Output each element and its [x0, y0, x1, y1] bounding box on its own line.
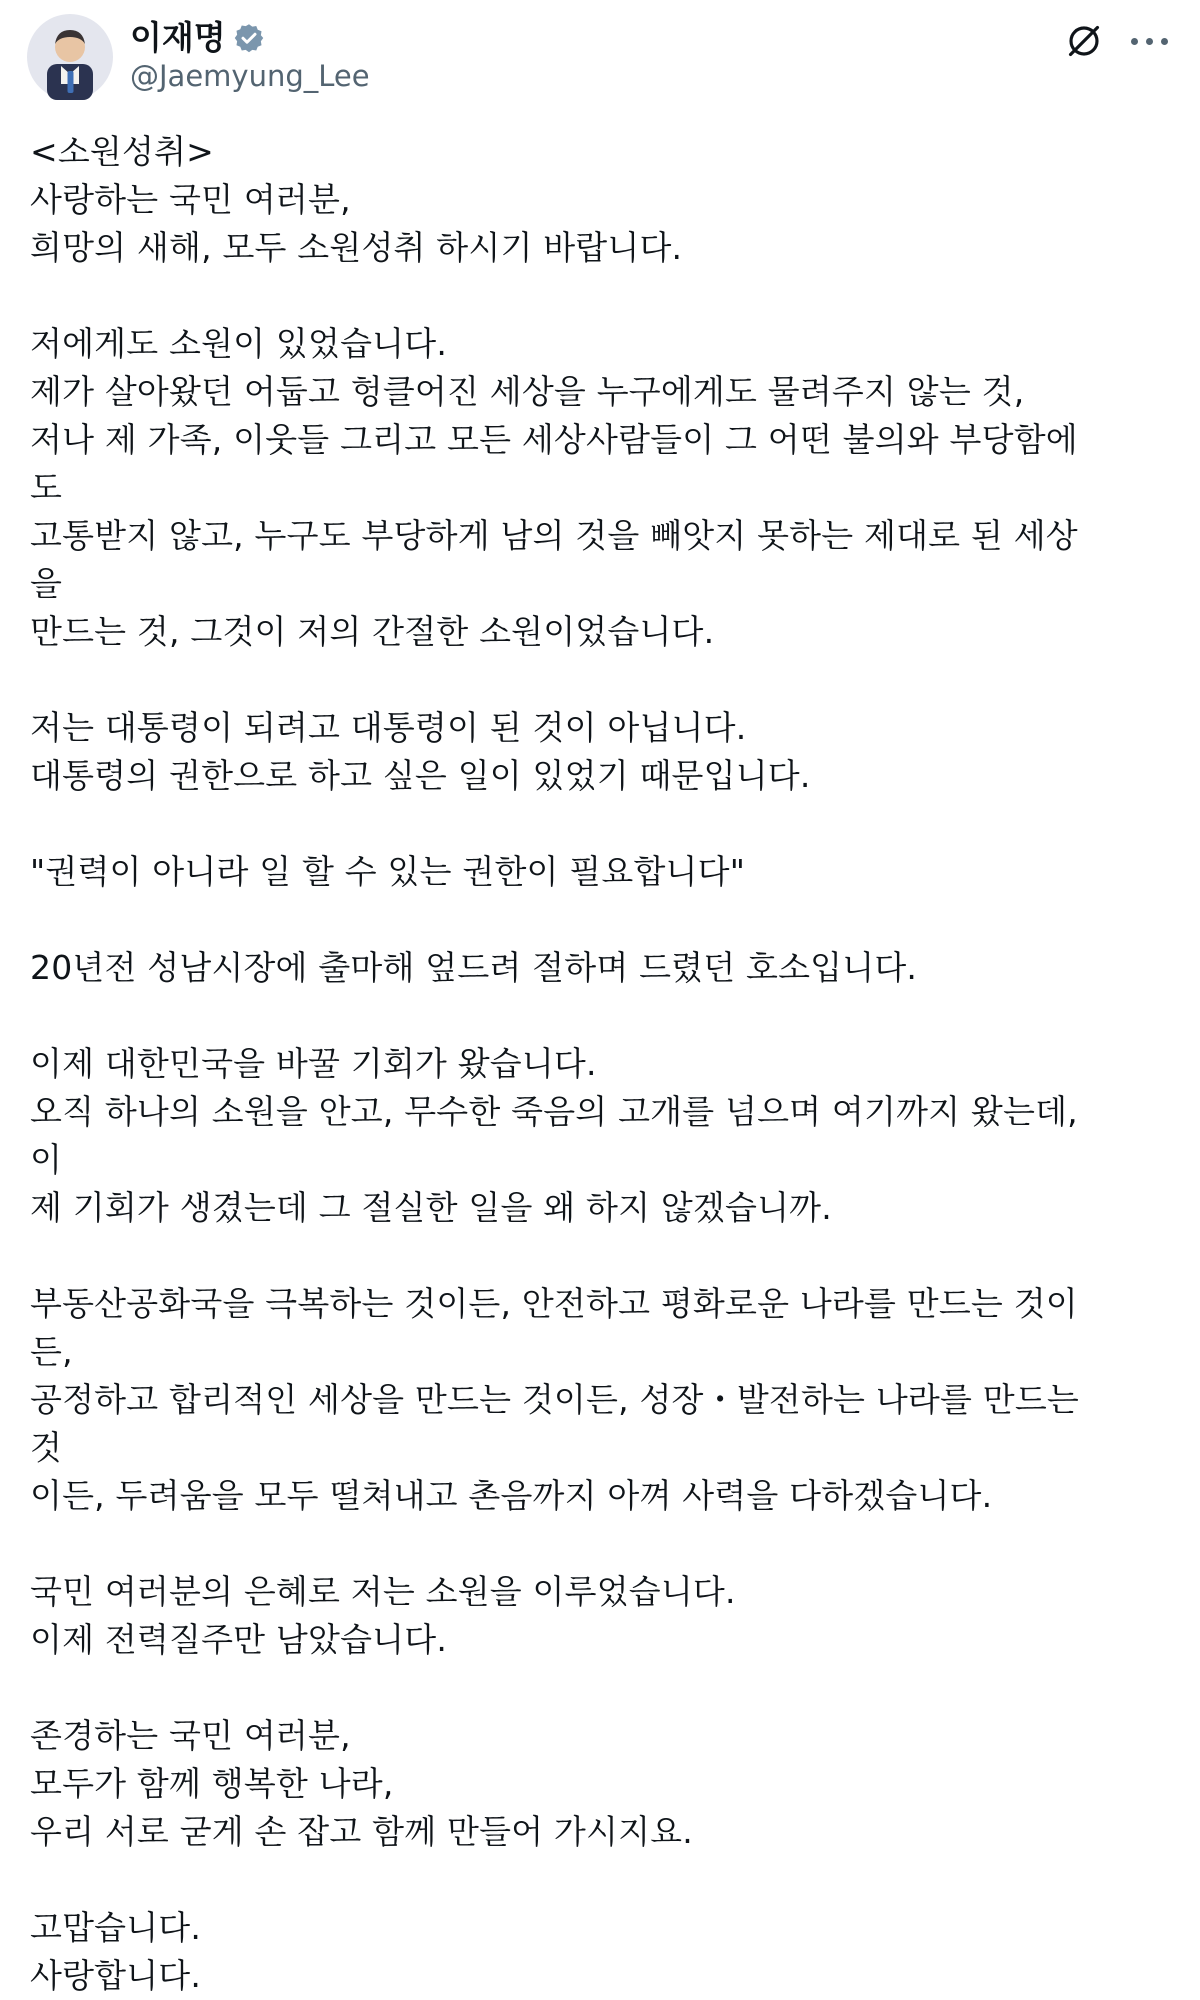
post-body-text [30, 128, 1090, 2000]
post-text-line: 이제 대한민국을 바꿀 기회가 왔습니다. [30, 1044, 597, 1083]
author-name-block [130, 18, 370, 94]
post-text-line: 존경하는 국민 여러분, [30, 1716, 351, 1755]
author-display-name[interactable]: 이재명 [130, 18, 226, 57]
post-text-line [30, 800, 1090, 848]
post-text-line: 20년전 성남시장에 출마해 엎드려 절하며 드렸던 호소입니다. [30, 948, 918, 987]
author-handle[interactable]: @Jaemyung_Lee [130, 59, 370, 93]
post-text-line: 부동산공화국을 극복하는 것이든, 안전하고 평화로운 나라를 만드는 것이든, [30, 1284, 1078, 1371]
post-text-line: 대통령의 권한으로 하고 싶은 일이 있었기 때문입니다. [30, 756, 811, 795]
post-text-line: 국민 여러분의 은혜로 저는 소원을 이루었습니다. [30, 1572, 736, 1611]
post-text-line: <소원성취> [30, 132, 215, 171]
post-text-line: 저에게도 소원이 있었습니다. [30, 324, 448, 363]
post-text-line [30, 1520, 1090, 1568]
tweet-header [0, 0, 1200, 120]
post-text-line [30, 656, 1090, 704]
post-text-line: 이제 전력질주만 남았습니다. [30, 1620, 448, 1659]
post-text-line: 만드는 것, 그것이 저의 간절한 소원이었습니다. [30, 612, 715, 651]
post-text-line: 사랑합니다. [30, 1956, 202, 1995]
post-text-line: 오직 하나의 소원을 안고, 무수한 죽음의 고개를 넘으며 여기까지 왔는데, 이 [30, 1092, 1089, 1179]
header-actions [1065, 22, 1170, 60]
dot [1146, 38, 1153, 45]
post-text-line: "권력이 아니라 일 할 수 있는 권한이 필요합니다" [30, 852, 746, 891]
post-text-line: 희망의 새해, 모두 소원성취 하시기 바랍니다. [30, 228, 683, 267]
post-text-line [30, 896, 1090, 944]
post-text-line: 이든, 두려움을 모두 떨쳐내고 촌음까지 아껴 사력을 다하겠습니다. [30, 1476, 993, 1515]
post-text-line: 공정하고 합리적인 세상을 만드는 것이든, 성장・발전하는 나라를 만드는 것 [30, 1380, 1090, 1467]
post-text-line: 저나 제 가족, 이웃들 그리고 모든 세상사람들이 그 어떤 불의와 부당함에도 [30, 420, 1078, 507]
post-text-line: 고맙습니다. [30, 1908, 202, 1947]
post-text-line [30, 1232, 1090, 1280]
post-text-line [30, 1664, 1090, 1712]
post-text-line: 제 기회가 생겼는데 그 절실한 일을 왜 하지 않겠습니까. [30, 1188, 832, 1227]
post-text-line: 사랑하는 국민 여러분, [30, 180, 351, 219]
more-options-icon[interactable] [1129, 32, 1170, 51]
post-text-line: 고통받지 않고, 누구도 부당하게 남의 것을 빼앗지 못하는 제대로 된 세상을 [30, 516, 1078, 603]
post-text-line: 저는 대통령이 되려고 대통령이 된 것이 아닙니다. [30, 708, 747, 747]
post-text-line: 모두가 함께 행복한 나라, [30, 1764, 394, 1803]
verified-badge-icon [234, 23, 264, 53]
post-text-line: 제가 살아왔던 어둡고 헝클어진 세상을 누구에게도 물려주지 않는 것, [30, 372, 1025, 411]
grok-icon[interactable] [1065, 22, 1103, 60]
dot [1161, 38, 1168, 45]
avatar-image [27, 14, 113, 100]
post-text-line [30, 272, 1090, 320]
avatar[interactable] [27, 14, 113, 100]
post-text-line [30, 992, 1090, 1040]
post-text-line [30, 1856, 1090, 1904]
dot [1131, 38, 1138, 45]
post-text-line: 우리 서로 굳게 손 잡고 함께 만들어 가시지요. [30, 1812, 693, 1851]
